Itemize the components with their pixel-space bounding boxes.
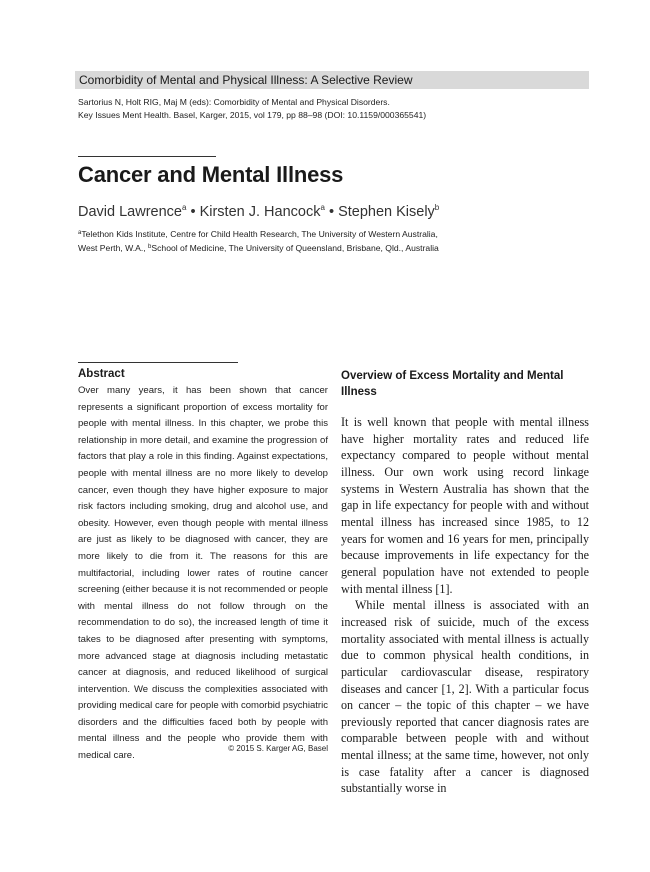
- author-affil-mark: a: [320, 203, 325, 212]
- affiliation-a: Telethon Kids Institute, Centre for Child Health Research, The University of Western Australia,: [81, 229, 438, 239]
- affiliation-b: School of Medicine, The University of Queensland, Brisbane, Qld., Australia: [151, 242, 439, 253]
- author-affil-mark: a: [181, 203, 187, 212]
- abstract-heading: Abstract: [78, 368, 125, 380]
- affiliations: [78, 227, 578, 254]
- affiliation-mark: b: [148, 243, 152, 250]
- affiliation-line-2: [78, 241, 578, 255]
- body-paragraph-2: While mental illness is associated with an increased risk of suicide, much of the excess mortality associated with mental illness is actually due to common physical health conditions, in particular cardiovascular disease, respiratory diseases and cancer [1, 2]. With a particular focus on cancer – the topic of this chapter – we have previously reported that cancer diagnosis rates are comparable between people with and without mental illness; at the same time, however, not only is case fatality after a cancer is diagnosed substantially worse in: [341, 598, 589, 796]
- citation: [78, 96, 426, 122]
- copyright: © 2015 S. Karger AG, Basel: [228, 744, 328, 753]
- citation-line-1: Sartorius N, Holt RIG, Maj M (eds): Comorbidity of Mental and Physical Disorders.: [78, 97, 390, 107]
- citation-line-2: Key Issues Ment Health. Basel, Karger, 2015, vol 179, pp 88–98 (DOI: 10.1159/000365541): [78, 110, 427, 120]
- author-separator: •: [190, 204, 196, 220]
- article-title: Cancer and Mental Illness: [78, 162, 344, 187]
- section-heading: Overview of Excess Mortality and Mental Illness: [341, 370, 564, 398]
- author-name: Kirsten J. Hancock: [199, 204, 321, 220]
- title-rule: [78, 156, 216, 157]
- body-paragraph-1: It is well known that people with mental illness have higher mortality rates and reduced life expectancy compared to people without mental illness. Our own work using record linkage systems in Western Australia has shown that the gap in life expectancy for people with and without mental illness has increased since 1985, to 12 years for women and 16 years for men, principally because improvements in life expectancy for the general population have not extended to people with mental illness [1].: [341, 415, 589, 596]
- body-column: [341, 414, 589, 797]
- author-affil-mark: b: [434, 203, 440, 212]
- affiliation-a-cont: West Perth, W.A.,: [78, 242, 146, 253]
- author-separator: •: [328, 204, 335, 220]
- affiliation-line-1: [78, 227, 578, 241]
- abstract-rule: [78, 362, 238, 363]
- author-name: Stephen Kisely: [338, 204, 435, 220]
- author-list: [78, 203, 439, 220]
- abstract-text: Over many years, it has been shown that cancer represents a significant proportion of excess mortality for people with mental illness. In this chapter, we probe this relationship in more detail, and examine the progression of factors that play a role in this finding. Against expectations, people with mental illness are no more likely to develop cancer, even though they have higher exposure to major risk factors including smoking, drug and alcohol use, and obesity. However, even though people with mental illness are just as likely to be diagnosed with cancer, they are more likely to die from it. The reasons for this are multifactorial, including lower rates of routine cancer screening (either because it is not recommended or people with mental illness do not follow through on the recommendation to do so), the increased length of time it takes to be diagnosed after presenting with symptoms, more advanced stage at diagnosis including metastatic cancer at diagnosis, and reduced likelihood of surgical intervention. We discuss the complexities associated with providing medical care for people with comorbid psychiatric disorders and the difficulties faced both by people with mental illness and the people who provide them with medical care.: [78, 385, 328, 762]
- affiliation-mark: a: [78, 230, 82, 236]
- author-name: David Lawrence: [78, 204, 182, 220]
- series-title-bar: Comorbidity of Mental and Physical Illness: A Selective Review: [75, 71, 589, 89]
